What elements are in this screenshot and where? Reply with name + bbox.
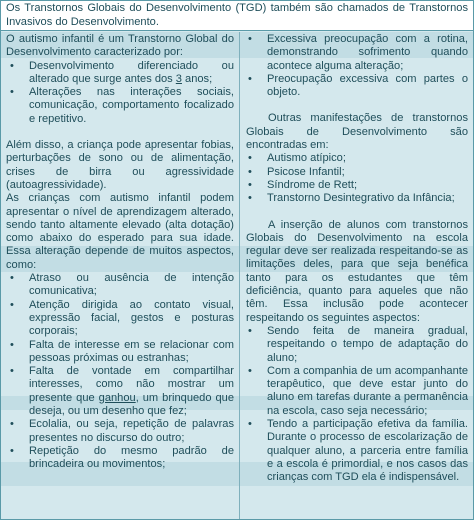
- bullet-icon: •: [248, 152, 252, 165]
- header-banner: [1, 1, 473, 31]
- list-item: • Psicose Infantil;: [248, 165, 345, 178]
- list-item: • Transtorno Desintegrativo da Infância;: [248, 192, 455, 205]
- bullet-icon: •: [248, 364, 252, 377]
- bullet-icon: •: [10, 338, 14, 351]
- bullet-icon: •: [248, 192, 252, 205]
- manifestations-list: [246, 152, 468, 205]
- bullet-icon: •: [10, 298, 14, 311]
- bullet-icon: •: [248, 178, 252, 191]
- bullet-icon: •: [248, 165, 252, 178]
- traits-list-continued: [246, 33, 468, 99]
- list-item: • Sendo feita de maneira gradual, respeitando o tempo de adaptação do aluno;: [248, 324, 468, 364]
- bullet-icon: •: [10, 418, 14, 431]
- right-column: [239, 32, 473, 519]
- list-item: • Síndrome de Rett;: [248, 178, 358, 191]
- list-item: • Alterações nas interações sociais, comunicação, comportamento focalizado e repetitivo.: [10, 86, 234, 125]
- body-paragraph: As crianças com autismo infantil podem apresentar o nível de aprendizagem alterado, sendo tanto altamente elevado (alta dotação) como abaixo do esperado para sua idade. Essa alteração depende de muitos aspectos, como:: [6, 192, 234, 271]
- list-item: • Repetição do mesmo padrão de brincadeira ou movimentos;: [10, 444, 234, 471]
- intro-paragraph: O autismo infantil é um Transtorno Global do Desenvolvimento caracterizado por:: [6, 33, 234, 59]
- bullet-icon: •: [10, 86, 14, 99]
- list-item: • Ecolalia, ou seja, repetição de palavras presentes no discurso do outro;: [10, 418, 234, 444]
- bullet-icon: •: [248, 33, 252, 45]
- list-item: • Preocupação excessiva com partes o objeto.: [248, 72, 468, 99]
- bullet-icon: •: [10, 59, 14, 72]
- body-paragraph: A inserção de alunos com transtornos Globais do Desenvolvimento na escola regular deve ser realizada respeitando-se as limitações deles, para que seja benéfica tanto para os estudantes que têm deficiência, quanto para aqueles que não têm. Essa inclusão pode acontecer respeitando os seguintes aspectos:: [246, 218, 468, 324]
- bullet-icon: •: [248, 72, 252, 85]
- header-title: Os Transtornos Globais do Desenvolvimento (TGD) também são chamados de Transtornos Invasivos do Desenvolvimento.: [6, 2, 468, 28]
- list-item: • Falta de interesse em se relacionar com pessoas próximas ou estranhas;: [10, 338, 234, 364]
- bullet-icon: •: [248, 324, 252, 337]
- body-paragraph: Outras manifestações de transtornos Globais de Desenvolvimento são encontradas em:: [246, 112, 468, 152]
- list-item: • Excessiva preocupação com a rotina, demonstrando sofrimento quando acontece alguma alteração;: [248, 33, 468, 72]
- bullet-icon: •: [248, 418, 252, 431]
- inclusion-list: [246, 325, 468, 485]
- list-item: • Falta de vontade em compartilhar interesses, como não mostrar um presente que ganhou, um brinquedo que deseja, ou um desenho que fez;: [10, 365, 234, 418]
- list-item: • Com a companhia de um acompanhante terapêutico, que deve estar junto do aluno em tarefas durante a permanência na escola, caso seja necessário;: [248, 364, 468, 417]
- list-item: • Autismo atípico;: [248, 152, 346, 165]
- list-item: • Desenvolvimento diferenciado ou alterado que surge antes dos 3 anos;: [10, 59, 234, 85]
- aspects-list: [6, 272, 234, 471]
- body-paragraph: Além disso, a criança pode apresentar fobias, perturbações de sono ou de alimentação, crises de birra ou agressividade (autoagressividade).: [6, 139, 234, 191]
- list-item: • Atenção dirigida ao contato visual, expressão facial, gestos e posturas corporais;: [10, 298, 234, 338]
- left-column: [1, 32, 238, 519]
- bullet-icon: •: [10, 365, 14, 378]
- list-item: • Atraso ou ausência de intenção comunicativa;: [10, 272, 234, 298]
- bullet-icon: •: [10, 444, 14, 457]
- bullet-icon: •: [10, 272, 14, 285]
- traits-list: [6, 60, 234, 126]
- list-item: • Tendo a participação efetiva da família. Durante o processo de escolarização de qualquer aluno, a parceria entre família e a escola é primordial, e nos casos das crianças com TGD ela é indispensável.: [248, 418, 468, 484]
